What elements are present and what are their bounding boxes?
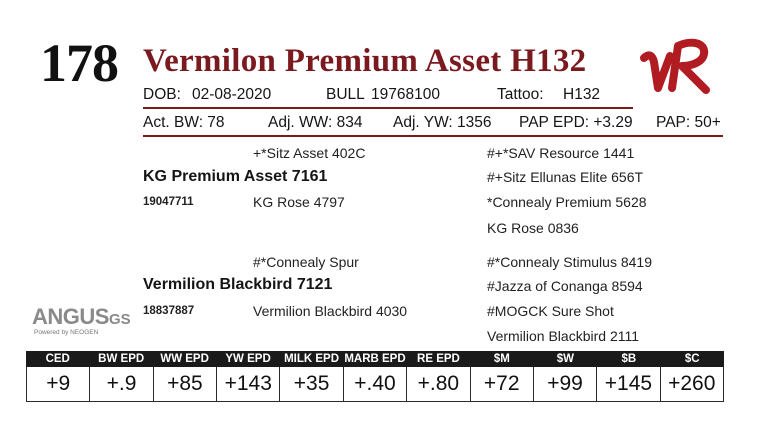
epd-value-cell: +.9 bbox=[90, 367, 153, 401]
epd-header-cell: MARB EPD bbox=[344, 353, 406, 365]
epd-value-cell: +99 bbox=[534, 367, 597, 401]
angus-logo-gs: GS bbox=[108, 311, 131, 328]
sex-label: BULL bbox=[326, 86, 365, 103]
dob-label: DOB: bbox=[143, 86, 181, 103]
pedigree-sssd: #+Sitz Ellunas Elite 656T bbox=[487, 169, 644, 185]
epd-header-cell: $W bbox=[556, 353, 574, 365]
epd-header-cell: $B bbox=[621, 353, 637, 365]
pedigree-sire-reg: 19047711 bbox=[143, 196, 194, 208]
angus-logo-sub: Powered by NEOGEN bbox=[34, 329, 99, 336]
lot-number: 178 bbox=[40, 33, 118, 93]
divider-line bbox=[143, 107, 633, 109]
dob-value: 02-08-2020 bbox=[192, 86, 272, 103]
adjusted-yearling-weight: Adj. YW: 1356 bbox=[393, 114, 492, 131]
pedigree-ddsd: Vermilion Blackbird 2111 bbox=[487, 328, 640, 344]
epd-value-cell: +35 bbox=[280, 367, 343, 401]
pedigree-sdsd: KG Rose 0836 bbox=[487, 220, 579, 236]
epd-header-cell: WW EPD bbox=[160, 353, 209, 365]
angus-gs-logo bbox=[32, 305, 131, 337]
epd-value-cell: +9 bbox=[27, 367, 90, 401]
pedigree-dssd: #Jazza of Conanga 8594 bbox=[487, 278, 643, 294]
tattoo-label: Tattoo: bbox=[497, 86, 544, 103]
epd-header-cell: YW EPD bbox=[225, 353, 271, 365]
epd-value-cell: +.80 bbox=[407, 367, 470, 401]
epd-header-cell: $C bbox=[684, 353, 700, 365]
pedigree-sire-sire: +*Sitz Asset 402C bbox=[253, 145, 366, 161]
vr-brand-logo-icon bbox=[640, 36, 718, 96]
epd-header-cell: CED bbox=[45, 353, 70, 365]
epd-value-cell: +72 bbox=[471, 367, 534, 401]
actual-birth-weight: Act. BW: 78 bbox=[143, 114, 225, 131]
pedigree-ssss: #+*SAV Resource 1441 bbox=[487, 145, 635, 161]
epd-value-cell: +260 bbox=[661, 367, 724, 401]
pedigree-ddss: #MOGCK Sure Shot bbox=[487, 303, 614, 319]
divider-line bbox=[143, 135, 723, 137]
pedigree-sire: KG Premium Asset 7161 bbox=[143, 168, 328, 185]
epd-table-header bbox=[26, 351, 724, 367]
adjusted-weaning-weight: Adj. WW: 834 bbox=[268, 114, 363, 131]
epd-value-cell: +85 bbox=[154, 367, 217, 401]
pedigree-dam-sire: #*Connealy Spur bbox=[253, 254, 359, 270]
pap-epd: PAP EPD: +3.29 bbox=[519, 114, 633, 131]
epd-table bbox=[26, 351, 724, 402]
pedigree-dam-reg: 18837887 bbox=[143, 305, 195, 317]
tattoo-value: H132 bbox=[563, 86, 601, 103]
registration-number: 19768100 bbox=[371, 86, 440, 103]
pap-value: PAP: 50+ bbox=[656, 114, 721, 131]
angus-logo-main: ANGUS bbox=[32, 304, 109, 329]
pedigree-dam: Vermilion Blackbird 7121 bbox=[143, 276, 333, 293]
epd-value-cell: +143 bbox=[217, 367, 280, 401]
epd-header-cell: $M bbox=[493, 353, 510, 365]
pedigree-sdss: *Connealy Premium 5628 bbox=[487, 194, 647, 210]
epd-table-values bbox=[26, 367, 724, 402]
epd-value-cell: +145 bbox=[597, 367, 660, 401]
epd-value-cell: +.40 bbox=[344, 367, 407, 401]
pedigree-sire-dam: KG Rose 4797 bbox=[253, 194, 345, 210]
epd-header-cell: MILK EPD bbox=[284, 353, 340, 365]
pedigree-dam-dam: Vermilion Blackbird 4030 bbox=[253, 303, 408, 319]
animal-name: Vermilon Premium Asset H132 bbox=[143, 43, 587, 79]
pedigree-dsss: #*Connealy Stimulus 8419 bbox=[487, 254, 652, 270]
epd-header-cell: BW EPD bbox=[98, 353, 145, 365]
epd-header-cell: RE EPD bbox=[417, 353, 460, 365]
